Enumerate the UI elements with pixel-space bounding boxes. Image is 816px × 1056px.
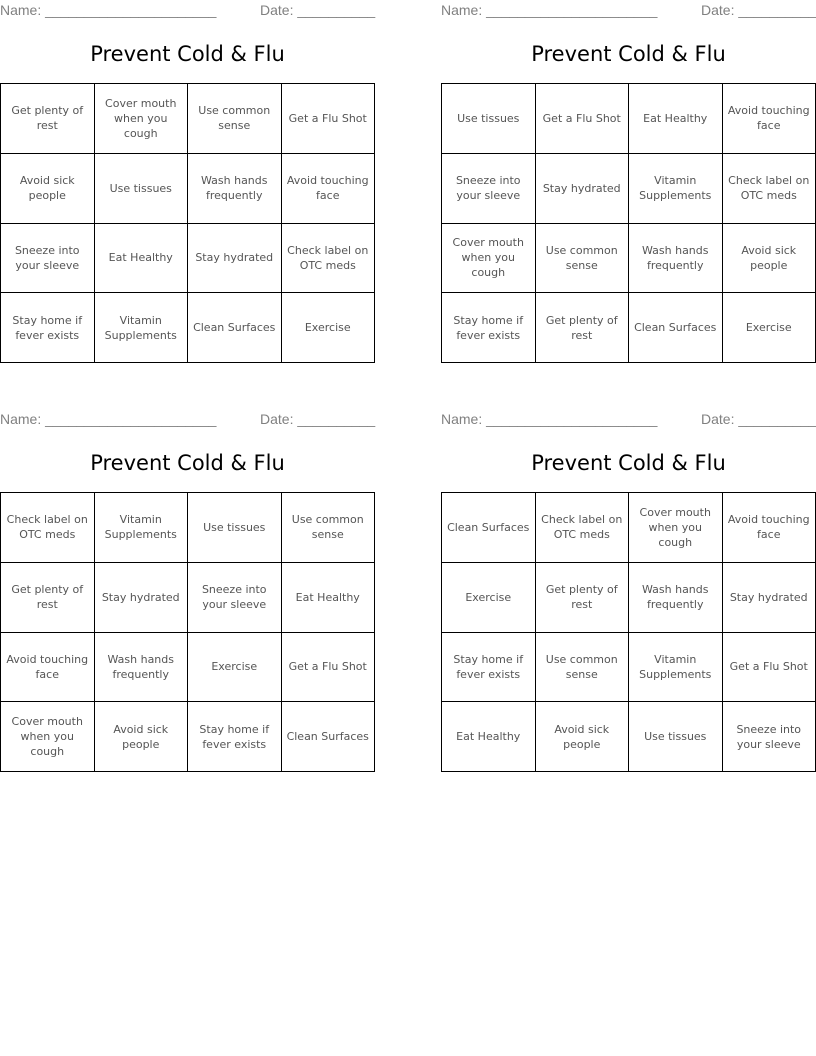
bingo-cell: Eat Healthy [282,563,376,633]
bingo-cell: Eat Healthy [442,702,536,772]
bingo-grid [441,492,816,772]
card-title: Prevent Cold & Flu [531,42,726,66]
date-field-label: Date: __________ [260,2,376,18]
bingo-cell: Use tissues [629,702,723,772]
bingo-cell: Stay hydrated [723,563,816,633]
bingo-cell: Vitamin Supplements [629,154,723,224]
bingo-cell: Cover mouth when you cough [95,84,189,154]
name-date-row [0,411,376,429]
bingo-cell: Vitamin Supplements [95,493,189,563]
bingo-cell: Get plenty of rest [536,293,630,363]
bingo-cell: Stay home if fever exists [442,293,536,363]
name-field-label: Name: ______________________ [441,411,658,427]
name-date-row [441,2,816,20]
bingo-cell: Use common sense [282,493,376,563]
name-field-label: Name: ______________________ [0,2,217,18]
card-title: Prevent Cold & Flu [531,451,726,475]
bingo-cell: Avoid touching face [723,84,816,154]
bingo-cell: Wash hands frequently [629,563,723,633]
card-title: Prevent Cold & Flu [90,451,285,475]
bingo-cell: Get a Flu Shot [282,633,376,703]
bingo-cell: Cover mouth when you cough [442,224,536,294]
date-field-label: Date: __________ [701,411,816,427]
bingo-cell: Use common sense [536,633,630,703]
bingo-cell: Clean Surfaces [188,293,282,363]
bingo-cell: Use tissues [188,493,282,563]
bingo-cell: Vitamin Supplements [629,633,723,703]
bingo-cell: Get a Flu Shot [536,84,630,154]
bingo-cell: Stay home if fever exists [188,702,282,772]
bingo-cell: Check label on OTC meds [723,154,816,224]
bingo-cell: Get plenty of rest [536,563,630,633]
bingo-cell: Stay hydrated [188,224,282,294]
bingo-cell: Stay hydrated [536,154,630,224]
bingo-cell: Avoid touching face [723,493,816,563]
bingo-cell: Use tissues [95,154,189,224]
name-field-label: Name: ______________________ [0,411,217,427]
bingo-cell: Wash hands frequently [629,224,723,294]
bingo-grid [0,83,375,363]
bingo-cell: Sneeze into your sleeve [442,154,536,224]
bingo-cell: Get a Flu Shot [282,84,376,154]
bingo-cell: Use common sense [188,84,282,154]
bingo-cell: Avoid touching face [1,633,95,703]
bingo-cell: Avoid sick people [1,154,95,224]
bingo-cell: Vitamin Supplements [95,293,189,363]
bingo-cell: Exercise [188,633,282,703]
bingo-cell: Avoid touching face [282,154,376,224]
bingo-cell: Clean Surfaces [629,293,723,363]
bingo-cell: Use common sense [536,224,630,294]
bingo-cell: Avoid sick people [536,702,630,772]
card-title: Prevent Cold & Flu [90,42,285,66]
bingo-cell: Wash hands frequently [188,154,282,224]
bingo-cell: Sneeze into your sleeve [723,702,816,772]
bingo-cell: Exercise [723,293,816,363]
bingo-cell: Avoid sick people [95,702,189,772]
bingo-grid [441,83,816,363]
bingo-cell: Get plenty of rest [1,563,95,633]
date-field-label: Date: __________ [701,2,816,18]
bingo-cell: Stay home if fever exists [442,633,536,703]
bingo-cell: Use tissues [442,84,536,154]
bingo-cell: Check label on OTC meds [1,493,95,563]
bingo-cell: Exercise [282,293,376,363]
bingo-cell: Get plenty of rest [1,84,95,154]
name-date-row [441,411,816,429]
bingo-cell: Get a Flu Shot [723,633,816,703]
bingo-cell: Eat Healthy [629,84,723,154]
bingo-grid [0,492,375,772]
date-field-label: Date: __________ [260,411,376,427]
name-field-label: Name: ______________________ [441,2,658,18]
bingo-cell: Sneeze into your sleeve [188,563,282,633]
bingo-cell: Eat Healthy [95,224,189,294]
bingo-cell: Exercise [442,563,536,633]
bingo-cell: Stay hydrated [95,563,189,633]
bingo-cell: Clean Surfaces [442,493,536,563]
bingo-cell: Wash hands frequently [95,633,189,703]
bingo-cell: Stay home if fever exists [1,293,95,363]
bingo-cell: Sneeze into your sleeve [1,224,95,294]
bingo-cell: Clean Surfaces [282,702,376,772]
bingo-cell: Avoid sick people [723,224,816,294]
bingo-cell: Cover mouth when you cough [629,493,723,563]
bingo-cell: Check label on OTC meds [536,493,630,563]
name-date-row [0,2,376,20]
bingo-cell: Cover mouth when you cough [1,702,95,772]
bingo-cell: Check label on OTC meds [282,224,376,294]
